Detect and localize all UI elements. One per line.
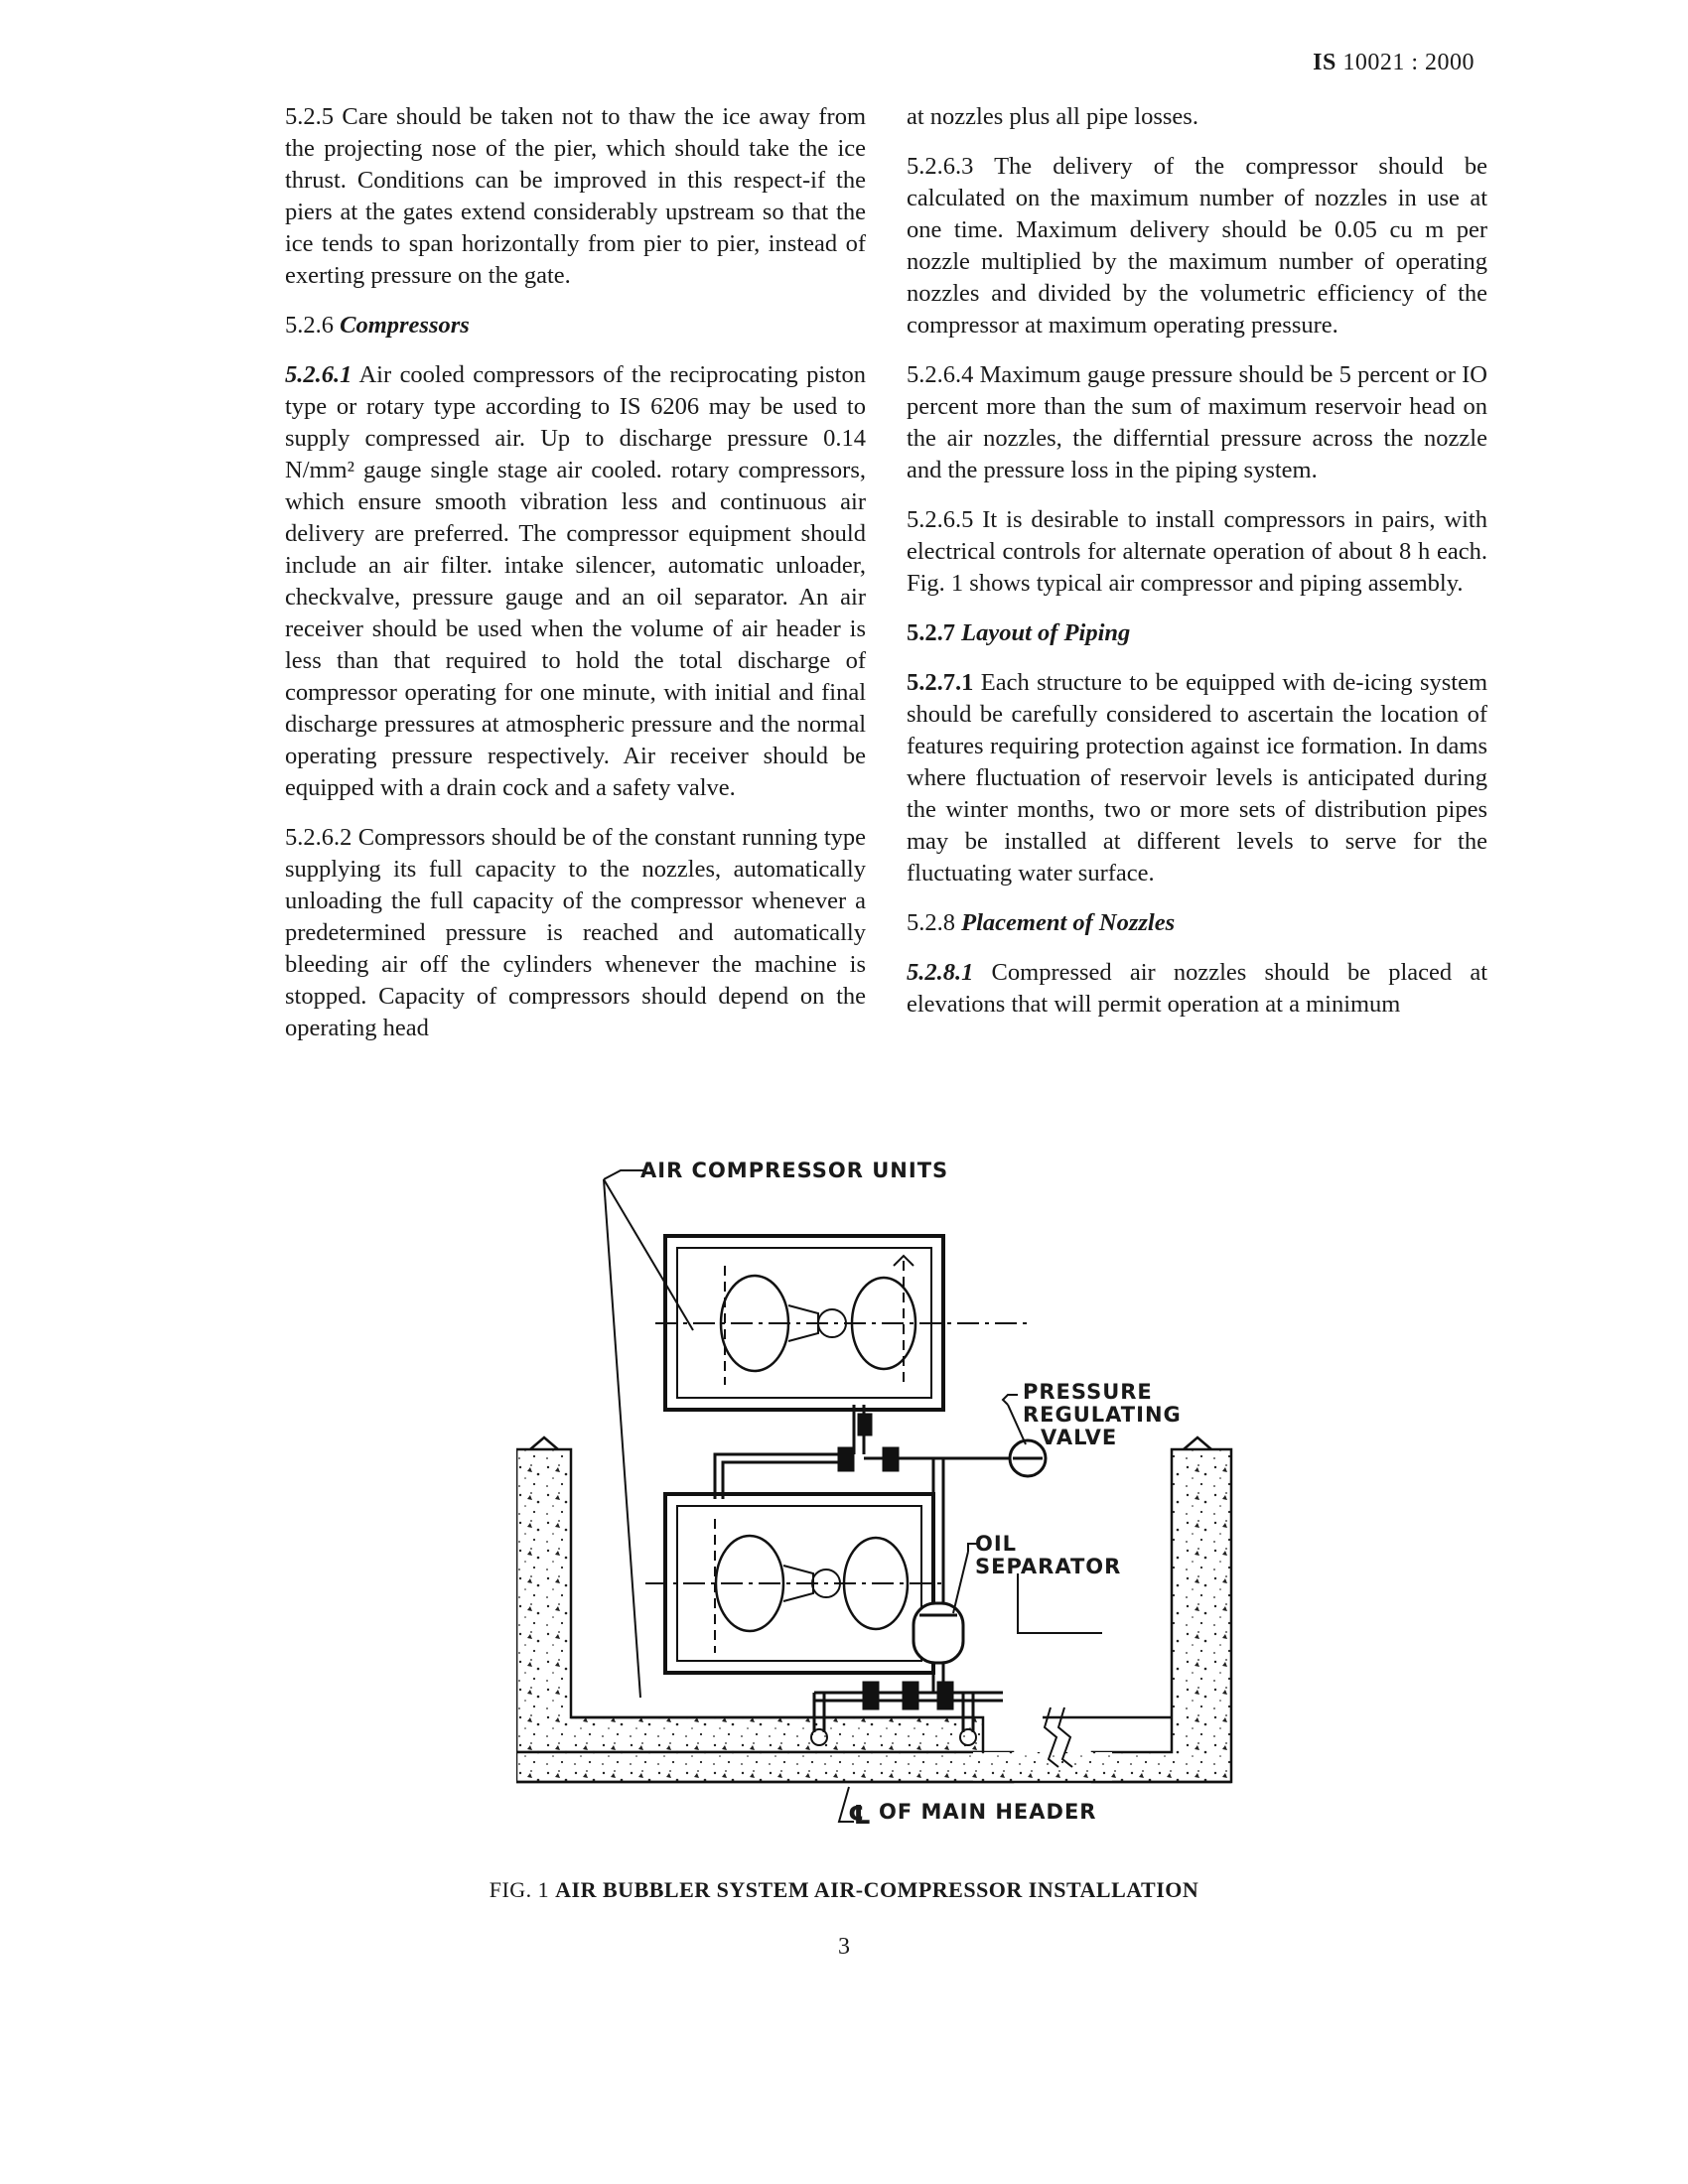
clause-number: 5.2.8.1	[907, 959, 974, 986]
heading-5-2-6	[285, 310, 866, 341]
para-5-2-6-1	[285, 359, 866, 804]
para-5-2-6-3: 5.2.6.3 The delivery of the compressor should be calculated on the maximum number of nozzles in use at one time. Maximum delivery should be 0.05 cu m per nozzle multiplied by the maximum number of operating nozzles and divided by the volumetric efficiency of the compressor at maximum operating pressure.	[907, 153, 1487, 339]
page-header	[1313, 50, 1475, 76]
figure-title: AIR BUBBLER SYSTEM AIR-COMPRESSOR INSTALLATION	[555, 1877, 1199, 1902]
compressor-unit-lower	[645, 1494, 943, 1673]
clause-text: Air cooled compressors of the reciprocating piston type or rotary type according to IS 6206 may be used to supply compressed air. Up to discharge pressure 0.14 N/mm² gauge single stage air cooled. rotary compressors, which ensure smooth vibration less and continuous air delivery are preferred. The compressor equipment should include an air filter. intake silencer, automatic unloader, checkvalve, pressure gauge and an oil separator. An air receiver should be used when the volume of air header is less than that required to hold the total discharge of compressor operating for one minute, with initial and final discharge pressures at atmospheric pressure and the normal operating pressure respectively. Air receiver should be equipped with a drain cock and a safety valve.	[285, 361, 866, 801]
heading-title: Placement of Nozzles	[961, 909, 1176, 936]
clause-number: 5.2.7.1	[907, 669, 974, 696]
para-5-2-5: 5.2.5 Care should be taken not to thaw the ice away from the projecting nose of the pier, which should take the ice thrust. Conditions can be improved in this respect-if the piers at the gates extend considerably upstream so that the ice tends to span horizontally from pier to pier, instead of exerting pressure on the gate.	[285, 103, 866, 289]
oil-separator	[914, 1603, 963, 1663]
figure-number: FIG. 1	[489, 1877, 550, 1902]
left-column	[285, 101, 866, 1062]
right-column	[907, 101, 1487, 1038]
para-5-2-6-2: 5.2.6.2 Compressors should be of the constant running type supplying its full capacity to the nozzles, automatically unloading the full capacity of the compressor whenever a predetermined pressure is reached and automatically bleeding air off the cylinders whenever the machine is stopped. Capacity of compressors should depend on the operating head	[285, 824, 866, 1041]
para-continuation: at nozzles plus all pipe losses.	[907, 103, 1198, 130]
heading-5-2-7	[907, 617, 1487, 649]
label-pressure-line-3: VALVE	[1041, 1426, 1118, 1449]
label-oil-line-1: OIL	[975, 1532, 1018, 1556]
heading-number: 5.2.8	[907, 909, 955, 936]
piping-assembly	[715, 1405, 1013, 1745]
label-air-compressor-units: AIR COMPRESSOR UNITS	[640, 1159, 949, 1182]
page-number: 3	[838, 1934, 850, 1960]
concrete-pit	[516, 1437, 1231, 1782]
heading-number: 5.2.6	[285, 312, 334, 339]
figure-1-diagram	[516, 1157, 1271, 1851]
figure-caption	[0, 1877, 1688, 1903]
compressor-unit-upper	[655, 1236, 1033, 1410]
heading-number: 5.2.7	[907, 619, 955, 646]
standard-number: 10021 : 2000	[1342, 50, 1475, 75]
label-pressure-line-1: PRESSURE	[1023, 1380, 1153, 1404]
label-main-header: OF MAIN HEADER	[879, 1800, 1097, 1824]
heading-title: Compressors	[340, 312, 470, 339]
centerline-symbol: ℄	[848, 1801, 873, 1831]
heading-title: Layout of Piping	[961, 619, 1131, 646]
para-5-2-6-5: 5.2.6.5 It is desirable to install compressors in pairs, with electrical controls for alternate operation of about 8 h each. Fig. 1 shows typical air compressor and piping assembly.	[907, 506, 1487, 597]
clause-text: Compressed air nozzles should be placed at elevations that will permit operation at a minimum	[907, 959, 1488, 1018]
label-oil-line-2: SEPARATOR	[975, 1555, 1122, 1578]
standard-prefix: IS	[1313, 50, 1336, 75]
label-pressure-line-2: REGULATING	[1023, 1403, 1182, 1427]
clause-text: Each structure to be equipped with de-icing system should be carefully considered to ascertain the location of features requiring protection against ice formation. In dams where fluctuation of reservoir levels is anticipated during the winter months, two or more sets of distribution pipes may be installed at different levels to serve for the fluctuating water surface.	[907, 669, 1487, 887]
clause-number: 5.2.6.1	[285, 361, 352, 388]
para-5-2-6-4: 5.2.6.4 Maximum gauge pressure should be 5 percent or IO percent more than the sum of maximum reservoir head on the air nozzles, the differntial pressure across the nozzle and the pressure loss in the piping system.	[907, 361, 1487, 483]
heading-5-2-8	[907, 907, 1487, 939]
para-5-2-8-1	[907, 957, 1487, 1021]
para-5-2-7-1	[907, 667, 1487, 889]
